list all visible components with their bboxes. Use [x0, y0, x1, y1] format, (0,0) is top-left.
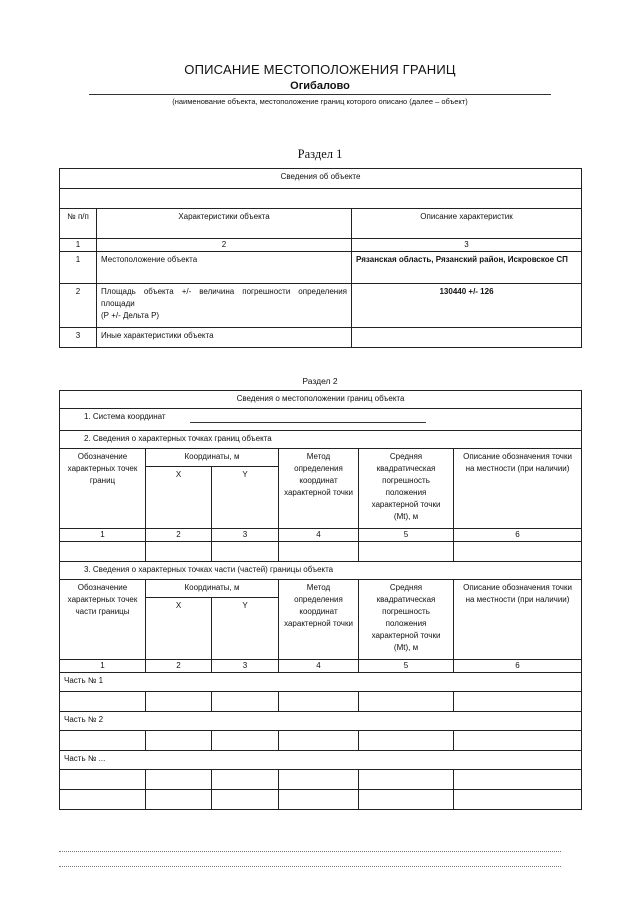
col-desc: Описание обозначения точки на местности (при наличии): [454, 449, 582, 529]
index-cell: 2: [146, 529, 212, 542]
part-label: Часть № 2: [60, 712, 582, 731]
dotted-line: [59, 866, 561, 867]
coord-system-label: 1. Система координат: [84, 412, 166, 421]
row-no: 1: [60, 252, 97, 284]
index-cell: 1: [60, 660, 146, 673]
boundary-table: [59, 390, 582, 810]
col-designation-part: Обозначение характерных точек части границы: [60, 580, 146, 660]
col-y: Y: [212, 467, 279, 529]
index-cell: 6: [454, 660, 582, 673]
empty-row: [60, 189, 582, 209]
part-label: Часть № 1: [60, 673, 582, 692]
section-2-title: Раздел 2: [302, 376, 338, 386]
document-title: ОПИСАНИЕ МЕСТОПОЛОЖЕНИЯ ГРАНИЦ: [184, 62, 456, 77]
index-cell: 3: [212, 660, 279, 673]
col-designation: Обозначение характерных точек границ: [60, 449, 146, 529]
index-cell: 6: [454, 529, 582, 542]
col-method: Метод определения координат характерной точки: [279, 580, 359, 660]
index-cell: 3: [352, 239, 582, 252]
row-char-cell: [97, 284, 352, 328]
object-underline: [89, 94, 551, 95]
index-cell: 3: [212, 529, 279, 542]
boundary-title: Сведения о местоположении границ объекта: [60, 391, 582, 409]
part-label: Часть № ...: [60, 751, 582, 770]
index-cell: 2: [146, 660, 212, 673]
table-row: [60, 252, 582, 284]
row-char: Местоположение объекта: [97, 252, 352, 284]
col-method: Метод определения координат характерной точки: [279, 449, 359, 529]
row-no: 2: [60, 284, 97, 328]
col-coords: Координаты, м: [146, 580, 279, 598]
index-cell: 5: [359, 529, 454, 542]
table-row: [60, 542, 582, 562]
row-char-formula: (Р +/- Дельта Р): [101, 311, 160, 320]
object-note: (наименование объекта, местоположение границ которого описано (далее – объект): [172, 97, 468, 106]
parts-heading: 3. Сведения о характерных точках части (частей) границы объекта: [60, 562, 582, 580]
col-desc: Описание обозначения точки на местности (при наличии): [454, 580, 582, 660]
index-cell: 4: [279, 529, 359, 542]
table-row: [60, 692, 582, 712]
col-char-header: Характеристики объекта: [97, 209, 352, 239]
index-cell: 4: [279, 660, 359, 673]
points-heading: 2. Сведения о характерных точках границ объекта: [60, 431, 582, 449]
row-char: Иные характеристики объекта: [97, 328, 352, 348]
col-y: Y: [212, 598, 279, 660]
col-x: X: [146, 467, 212, 529]
coord-system-row: [60, 409, 582, 431]
table-row: [60, 731, 582, 751]
row-char: Площадь объекта +/- величина погрешности определения площади: [101, 287, 347, 308]
section-1-title: Раздел 1: [297, 147, 343, 161]
col-error: Средняя квадратическая погрешность положения характерной точки (Mt), м: [359, 580, 454, 660]
object-name: Огибалово: [290, 80, 350, 92]
index-cell: 1: [60, 239, 97, 252]
object-info-title: Сведения об объекте: [60, 169, 582, 189]
dotted-line: [59, 851, 561, 852]
table-row: [60, 284, 582, 328]
table-row: [60, 328, 582, 348]
coord-system-blank: [190, 413, 426, 423]
col-coords: Координаты, м: [146, 449, 279, 467]
row-no: 3: [60, 328, 97, 348]
table-row: [60, 770, 582, 790]
col-x: X: [146, 598, 212, 660]
col-error: Средняя квадратическая погрешность положения характерной точки (Mt), м: [359, 449, 454, 529]
col-desc-header: Описание характеристик: [352, 209, 582, 239]
index-cell: 1: [60, 529, 146, 542]
index-cell: 5: [359, 660, 454, 673]
row-desc: [352, 328, 582, 348]
col-no-header: № п/п: [60, 209, 97, 239]
row-desc: 130440 +/- 126: [352, 284, 582, 328]
table-row: [60, 790, 582, 810]
row-desc: Рязанская область, Рязанский район, Искровское СП: [352, 252, 582, 284]
index-cell: 2: [97, 239, 352, 252]
object-info-table: [59, 168, 582, 348]
